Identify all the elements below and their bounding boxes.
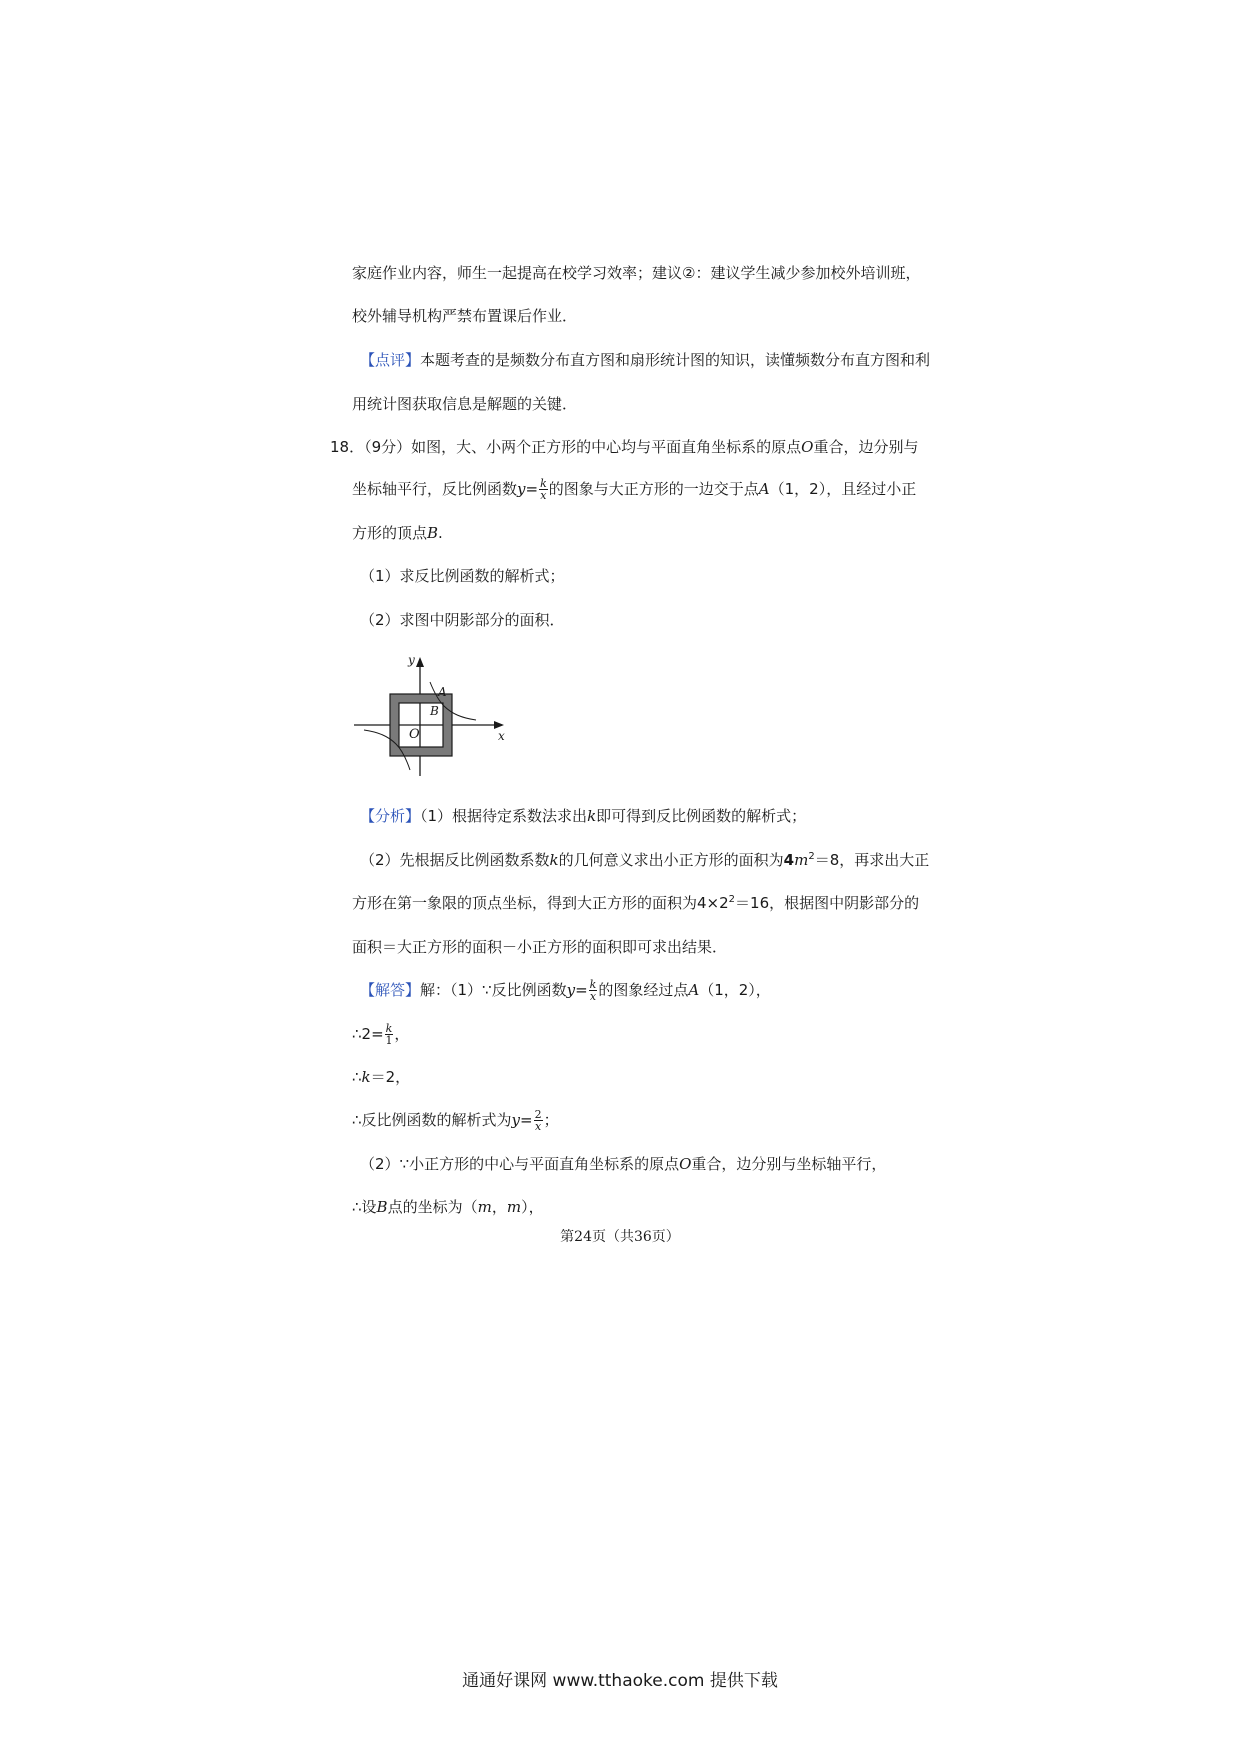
question-line-1: 18．（9分）如图，大、小两个正方形的中心均与平面直角坐标系的原点O重合，边分别与	[330, 438, 919, 456]
question-line-3: 方形的顶点B.	[352, 524, 443, 542]
point-a-label: A	[438, 685, 447, 699]
solution-line-4: ∴反比例函数的解析式为y= $\frac{2}{x}$ ；	[352, 1108, 559, 1133]
sub-question-2: （2）求图中阴影部分的面积．	[360, 611, 565, 629]
comment-text: 本题考查的是频数分布直方图和扇形统计图的知识，读懂频数分布直方图和利	[420, 351, 931, 369]
y-axis-label: y	[408, 653, 415, 667]
origin-label: O	[409, 727, 420, 742]
sub-question-1: （1）求反比例函数的解析式；	[360, 567, 565, 585]
question-line-2: 坐标轴平行，反比例函数y= $\frac{k}{x}$ 的图象与大正方形的一边交于点A（1，2），且经过小正	[352, 477, 917, 502]
analysis-line-3: 方形在第一象限的顶点坐标，得到大正方形的面积为$4\times 2^2=16$，根据图中阴影部分的	[352, 894, 920, 912]
fraction: $\frac{k}{1}$	[385, 1022, 393, 1047]
point-b-label: B	[430, 704, 439, 718]
x-axis-label: x	[498, 729, 505, 743]
solution-tag: 【解答】	[360, 981, 421, 999]
footer-watermark: 通通好课网 www.tthaoke.com 提供下载	[462, 1671, 778, 1691]
analysis-line-4: 面积＝大正方形的面积－小正方形的面积即可求出结果．	[352, 938, 728, 956]
solution-line-6: ∴设B点的坐标为（m，m），	[352, 1198, 544, 1216]
page-number: 第24页（共36页）	[560, 1229, 680, 1245]
solution-line-3: ∴k＝2，	[352, 1068, 411, 1086]
solution-line-2: ∴2= $\frac{k}{1}$ ，	[352, 1022, 410, 1047]
comment-line	[360, 349, 930, 371]
analysis-line-1: 【分析】（1）根据待定系数法求出k即可得到反比例函数的解析式；	[360, 807, 807, 825]
solution-line-5: （2）∵小正方形的中心与平面直角坐标系的原点O重合，边分别与坐标轴平行，	[360, 1155, 887, 1173]
y-axis-arrow	[416, 657, 424, 667]
l1: 家庭作业内容，师生一起提高在校学习效率；建议②：建议学生减少参加校外培训班，	[352, 264, 921, 282]
x-axis-arrow	[494, 721, 504, 729]
solution-line-1: 【解答】解：（1）∵反比例函数y= $\frac{k}{x}$ 的图象经过点A（1，2），	[360, 978, 771, 1003]
fraction: $\frac{k}{x}$	[589, 978, 597, 1003]
l4: 用统计图获取信息是解题的关键．	[352, 395, 578, 413]
comment-tag: 【点评】	[360, 351, 421, 369]
analysis-tag: 【分析】	[360, 807, 421, 825]
coordinate-diagram	[352, 652, 512, 780]
analysis-line-2: （2）先根据反比例函数系数k的几何意义求出小正方形的面积为$4m^2=8$，再求出大正	[360, 851, 930, 869]
fraction: $\frac{k}{x}$	[540, 477, 547, 502]
l2: 校外辅导机构严禁布置课后作业．	[352, 307, 578, 325]
question-number: 18．	[330, 438, 365, 456]
fraction: $\frac{2}{x}$	[534, 1108, 542, 1133]
